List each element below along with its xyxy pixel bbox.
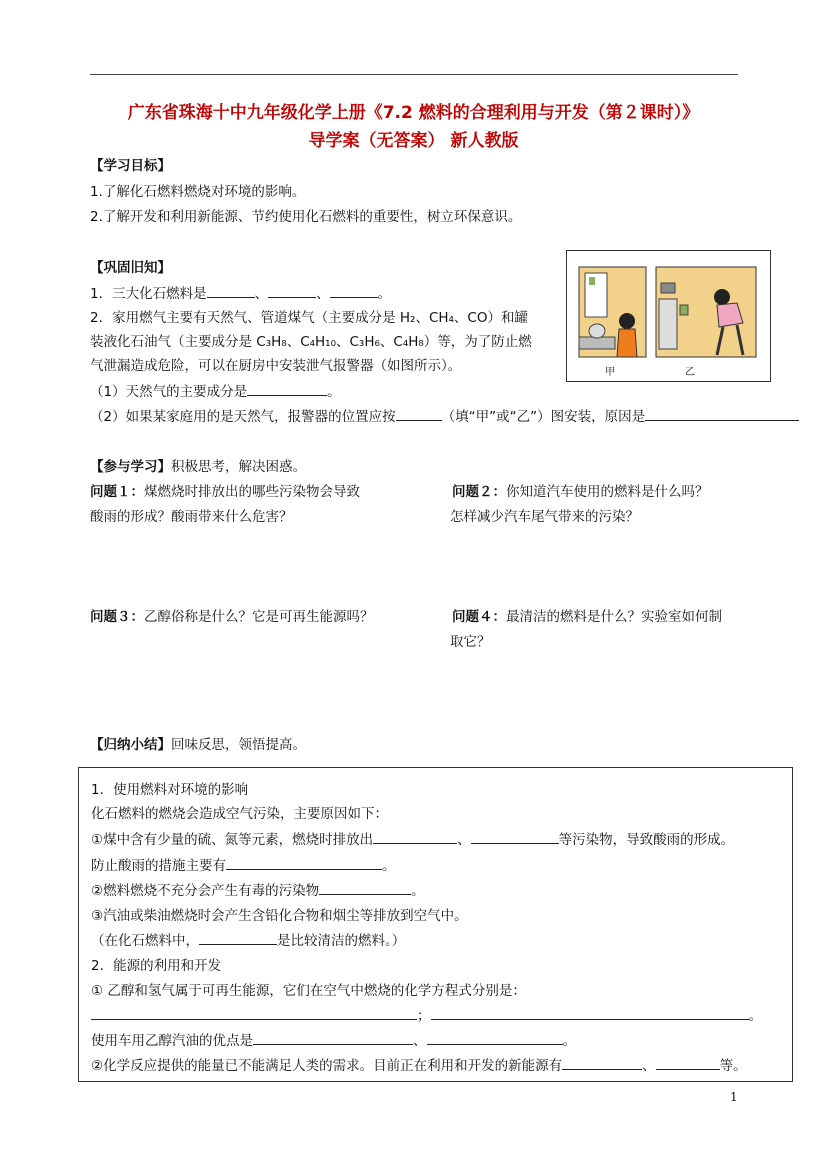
end-mark: 。 <box>382 858 396 874</box>
summary-l5 <box>91 879 425 899</box>
problem-3-line1: 乙醇俗称是什么？它是可再生能源吗？ <box>144 609 374 625</box>
summary-heading: 【归纳小结】 <box>90 737 171 753</box>
problem-4 <box>452 605 722 625</box>
blank-natural-gas[interactable] <box>247 381 327 396</box>
participate-heading-row <box>90 455 306 475</box>
kitchen-illustration <box>567 251 770 381</box>
review-q2-line3: 气泄漏造成危险，可以在厨房中安装泄气报警器（如图所示）。 <box>90 358 462 374</box>
end-mark: 。 <box>411 883 425 899</box>
review-q2b-mid: （填“甲”或“乙”）图安装，原因是 <box>441 409 646 425</box>
problem-2-label: 问题２： <box>452 484 506 500</box>
summary-l12-text: ②化学反应提供的能量已不能满足人类的需求。目前正在利用和开发的新能源有 <box>91 1058 563 1074</box>
review-q2b <box>90 405 799 425</box>
blank-advantage-1[interactable] <box>253 1030 413 1045</box>
problem-1-line2: 酸雨的形成？酸雨带来什么危害？ <box>90 509 293 525</box>
sep: ； <box>417 1008 431 1024</box>
summary-l3-text: ①煤中含有少量的硫、氮等元素，燃烧时排放出 <box>91 832 374 848</box>
summary-l9: ① 乙醇和氢气属于可再生能源，它们在空气中燃烧的化学方程式分别是： <box>91 983 526 999</box>
summary-l3 <box>91 828 734 848</box>
blank-advantage-2[interactable] <box>427 1030 563 1045</box>
end-mark: 。 <box>327 384 341 400</box>
sep: 、 <box>457 832 471 848</box>
review-q2a-text: （1）天然气的主要成分是 <box>90 384 248 400</box>
problem-2-line2: 怎样减少汽车尾气带来的污染？ <box>450 509 639 525</box>
problem-2 <box>452 480 709 500</box>
blank-ethanol-equation[interactable] <box>91 1005 417 1020</box>
end-mark: 。 <box>748 1008 762 1024</box>
problem-4-line1: 最清洁的燃料是什么？实验室如何制 <box>506 609 722 625</box>
summary-l4-text: 防止酸雨的措施主要有 <box>91 858 226 874</box>
blank-new-energy-2[interactable] <box>656 1055 720 1070</box>
gas-alarm-figure <box>566 250 771 382</box>
review-q2-line2: 装液化石油气（主要成分是 C₃H₈、C₄H₁₀、C₃H₆、C₄H₈）等，为了防止燃 <box>90 334 532 350</box>
blank-pollutant-2[interactable] <box>471 829 559 844</box>
summary-l10 <box>91 1004 762 1024</box>
summary-subtitle: 回味反思，领悟提高。 <box>171 737 306 753</box>
figure-label-jia: 甲 <box>605 367 615 378</box>
page-number: 1 <box>730 1090 738 1104</box>
doc-title-line1: 广东省珠海十中九年级化学上册《7.2 燃料的合理利用与开发（第２课时）》 <box>127 103 700 123</box>
participate-subtitle: 积极思考，解决困惑。 <box>171 459 306 475</box>
blank-acid-rain-measures[interactable] <box>226 855 382 870</box>
review-q2b-text: （2）如果某家庭用的是天然气，报警器的位置应按 <box>90 409 396 425</box>
goals-heading: 【学习目标】 <box>90 158 171 174</box>
summary-l11 <box>91 1029 576 1049</box>
sep: 、 <box>413 1033 427 1049</box>
summary-l11-text: 使用车用乙醇汽油的优点是 <box>91 1033 253 1049</box>
summary-heading-row <box>90 733 306 753</box>
summary-l7-end: 是比较清洁的燃料。） <box>277 933 406 949</box>
blank-reason[interactable] <box>645 406 799 421</box>
goal-item-2: 2.了解开发和利用新能源、节约使用化石燃料的重要性，树立环保意识。 <box>90 209 522 225</box>
summary-l7-text: （在化石燃料中， <box>91 933 199 949</box>
sep: 、 <box>642 1058 656 1074</box>
summary-l5-text: ②燃料燃烧不充分会产生有毒的污染物 <box>91 883 320 899</box>
problem-1 <box>90 480 360 500</box>
summary-l7 <box>91 929 405 949</box>
blank-position[interactable] <box>396 406 442 421</box>
blank-hydrogen-equation[interactable] <box>431 1005 749 1020</box>
summary-l8: 2．能源的利用和开发 <box>91 958 222 974</box>
summary-l3-end: 等污染物，导致酸雨的形成。 <box>558 832 735 848</box>
summary-box <box>78 767 793 1082</box>
blank-fuel-2[interactable] <box>268 283 316 298</box>
summary-l2: 化石燃料的燃烧会造成空气污染，主要原因如下： <box>91 806 388 822</box>
problem-3-label: 问题３： <box>90 609 144 625</box>
summary-l4 <box>91 854 396 874</box>
end-mark: 。 <box>377 286 392 302</box>
end-mark: 。 <box>562 1033 576 1049</box>
sep: 、 <box>316 286 330 302</box>
problem-4-label: 问题４： <box>452 609 506 625</box>
blank-toxic-pollutant[interactable] <box>319 880 411 895</box>
review-q1 <box>90 282 391 302</box>
review-q2a <box>90 380 341 400</box>
problem-1-line1: 煤燃烧时排放出的哪些污染物会导致 <box>144 484 360 500</box>
blank-fuel-3[interactable] <box>330 283 378 298</box>
end-mark: 等。 <box>719 1058 747 1074</box>
blank-pollutant-1[interactable] <box>373 829 457 844</box>
sep: 、 <box>254 286 269 302</box>
problem-1-label: 问题１： <box>90 484 144 500</box>
top-rule <box>90 74 738 75</box>
review-q2-line1: 2．家用燃气主要有天然气、管道煤气（主要成分是 H₂、CH₄、CO）和罐 <box>90 310 528 326</box>
problem-3 <box>90 605 374 625</box>
summary-l6: ③汽油或柴油燃烧时会产生含铅化合物和烟尘等排放到空气中。 <box>91 908 468 924</box>
summary-l1: 1．使用燃料对环境的影响 <box>91 782 249 798</box>
summary-l12 <box>91 1054 747 1074</box>
blank-fuel-1[interactable] <box>207 283 255 298</box>
goal-item-1: 1.了解化石燃料燃烧对环境的影响。 <box>90 184 306 200</box>
problem-4-line2: 取它？ <box>450 634 491 650</box>
doc-title-line2: 导学案（无答案） 新人教版 <box>308 131 519 151</box>
review-q1-text: 1．三大化石燃料是 <box>90 286 207 302</box>
problem-2-line1: 你知道汽车使用的燃料是什么吗？ <box>506 484 709 500</box>
review-heading: 【巩固旧知】 <box>90 260 171 276</box>
blank-clean-fuel[interactable] <box>199 930 277 945</box>
blank-new-energy-1[interactable] <box>562 1055 642 1070</box>
participate-heading: 【参与学习】 <box>90 459 171 475</box>
figure-label-yi: 乙 <box>685 367 695 378</box>
